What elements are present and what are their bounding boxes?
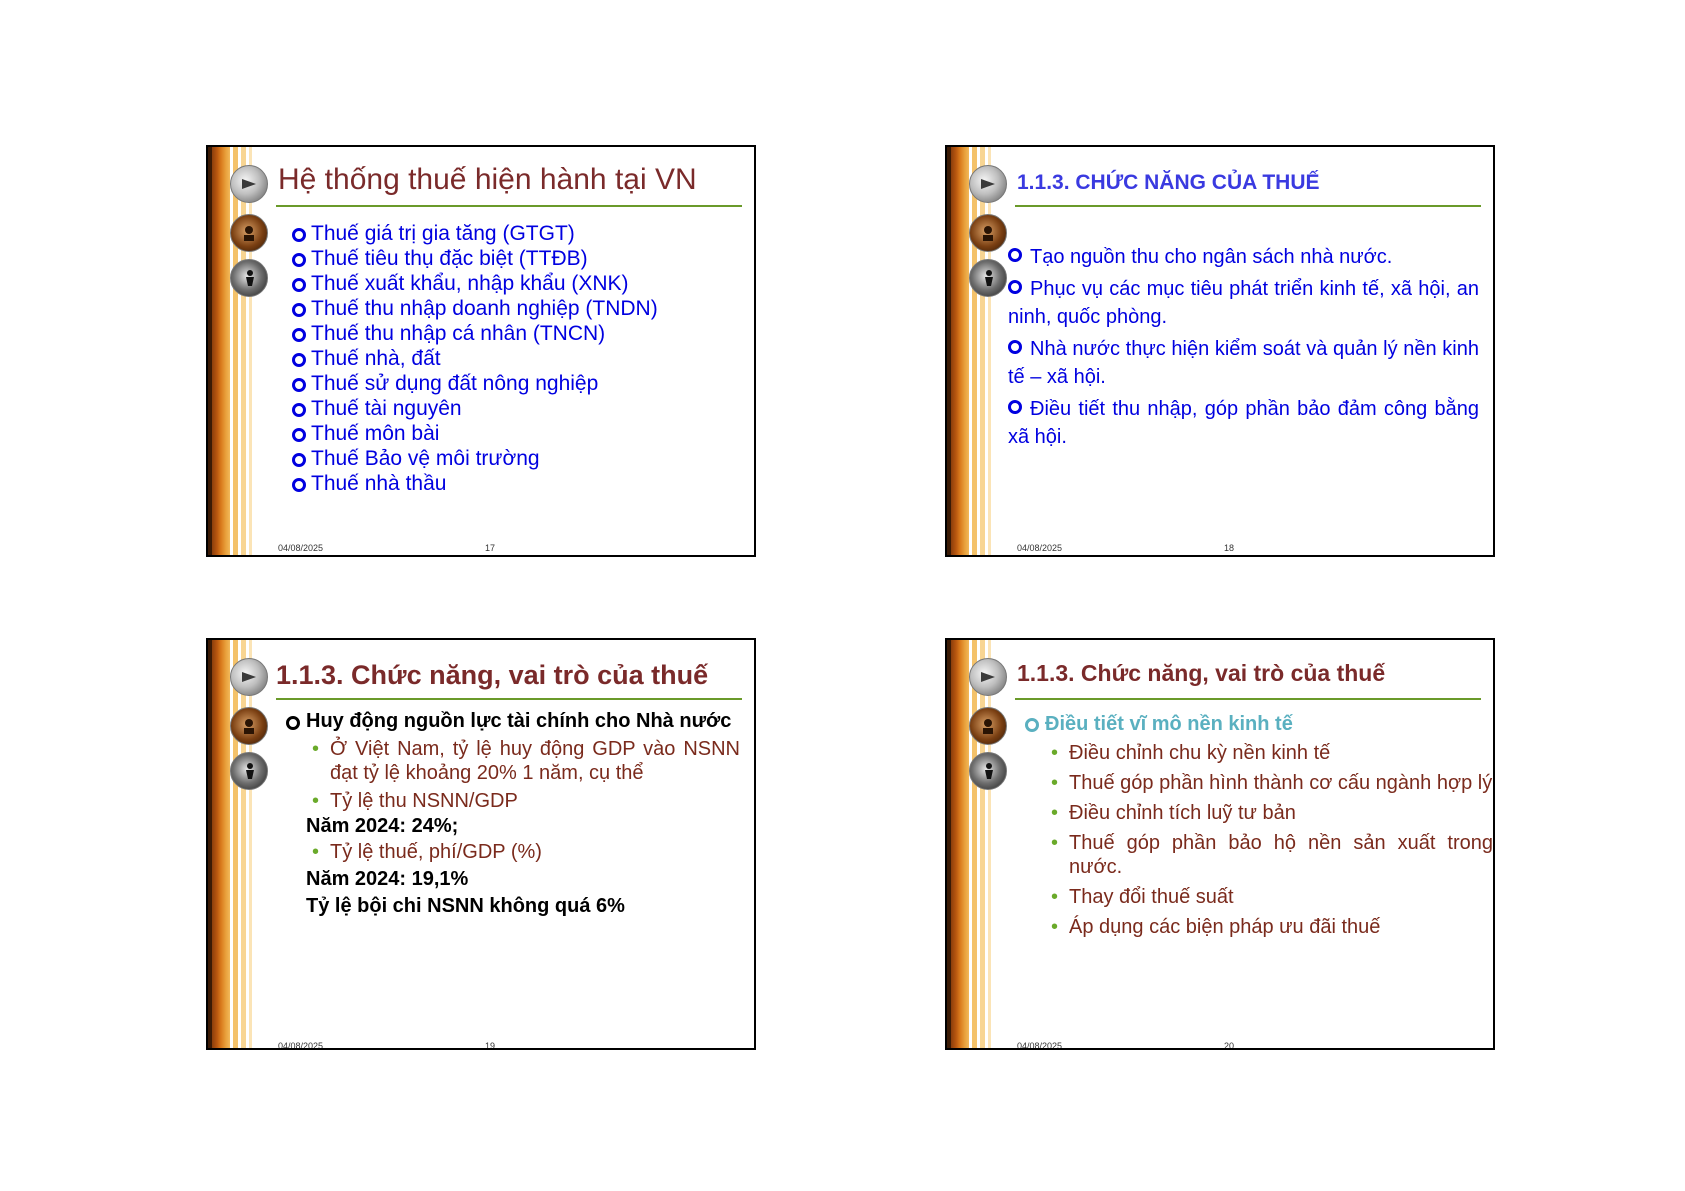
section-heading: Điều tiết vĩ mô nền kinh tế: [1025, 712, 1493, 736]
list-item: Thuế tài nguyên: [292, 396, 658, 421]
list-item: Thuế môn bài: [292, 421, 658, 446]
stat-line: Năm 2024: 19,1%: [306, 868, 469, 890]
dot-icon: •: [312, 841, 320, 863]
stat-line: Tỷ lệ bội chi NSNN không quá 6%: [306, 895, 625, 917]
list-item: • Áp dụng các biện pháp ưu đãi thuế: [1051, 916, 1381, 938]
dot-icon: •: [312, 790, 320, 812]
list-item: Điều tiết thu nhập, góp phần bảo đảm công bằng xã hội.: [1008, 398, 1479, 448]
slide-number: 19: [485, 1041, 496, 1050]
dot-icon: •: [1051, 886, 1059, 908]
bullet-icon: [1008, 400, 1022, 414]
dot-icon: •: [1051, 832, 1059, 854]
decorative-stripes: [208, 640, 258, 1048]
list-item: Thuế tiêu thụ đặc biệt (TTĐB): [292, 246, 658, 271]
bullet-icon: [292, 378, 306, 392]
list-item: • Thay đổi thuế suất: [1051, 886, 1234, 908]
bullet-icon: [292, 328, 306, 342]
list-item: Thuế thu nhập doanh nghiệp (TNDN): [292, 296, 658, 321]
slide-body: [1025, 712, 1493, 939]
slide-date: 04/08/2025: [278, 1041, 324, 1050]
title-divider: [1015, 205, 1481, 207]
slide-body: [286, 710, 740, 920]
dot-icon: •: [1051, 916, 1059, 938]
decorative-stripes: [947, 147, 997, 555]
slide-19: [206, 638, 756, 1050]
list-item: Thuế Bảo vệ môi trường: [292, 446, 658, 471]
list-item: Tạo nguồn thu cho ngân sách nhà nước.: [1008, 243, 1479, 271]
page-title: 1.1.3. Chức năng, vai trò của thuế: [1017, 660, 1386, 686]
list-item: • Thuế góp phần bảo hộ nền sản xuất trong nước.: [1051, 832, 1493, 878]
slide-number: 17: [485, 543, 496, 553]
slide-date: 04/08/2025: [1017, 1041, 1063, 1050]
stat-line: Năm 2024: 24%;: [306, 815, 459, 837]
globe-emblem-icon: [230, 658, 268, 696]
dot-icon: •: [1051, 772, 1059, 794]
page-title: 1.1.3. Chức năng, vai trò của thuế: [276, 660, 709, 690]
list-item: • Tỷ lệ thuế, phí/GDP (%): [312, 841, 542, 863]
slide-17: [206, 145, 756, 557]
slide-20: [945, 638, 1495, 1050]
title-divider: [1015, 698, 1481, 700]
bullet-icon: [1008, 280, 1022, 294]
bullet-icon: [292, 303, 306, 317]
list-item: • Thuế góp phần hình thành cơ cấu ngành hợp lý: [1051, 772, 1493, 794]
function-list: [1008, 243, 1479, 455]
slide-number: 20: [1224, 1041, 1235, 1050]
bullet-icon: [292, 228, 306, 242]
list-item: • Điều chỉnh tích luỹ tư bản: [1051, 802, 1296, 824]
bullet-icon: [292, 453, 306, 467]
portrait-emblem-icon: [969, 214, 1007, 252]
figure-emblem-icon: [969, 259, 1007, 297]
slide-number: 18: [1224, 543, 1235, 553]
portrait-emblem-icon: [230, 707, 268, 745]
slide-18: [945, 145, 1495, 557]
list-item: • Ở Việt Nam, tỷ lệ huy động GDP vào NSNN đạt tỷ lệ khoảng 20% 1 năm, cụ thể: [312, 738, 740, 784]
figure-emblem-icon: [230, 259, 268, 297]
title-divider: [276, 205, 742, 207]
tax-list: [292, 221, 658, 496]
detail-block: [286, 737, 740, 920]
bullet-icon: [292, 478, 306, 492]
dot-icon: •: [1051, 802, 1059, 824]
decorative-stripes: [208, 147, 258, 555]
globe-emblem-icon: [969, 165, 1007, 203]
bullet-icon: [292, 253, 306, 267]
globe-emblem-icon: [969, 658, 1007, 696]
figure-emblem-icon: [969, 752, 1007, 790]
decorative-stripes: [947, 640, 997, 1048]
globe-emblem-icon: [230, 165, 268, 203]
bullet-icon: [1025, 718, 1039, 732]
detail-block: [1025, 741, 1493, 939]
bullet-icon: [286, 716, 300, 730]
dot-icon: •: [312, 738, 320, 760]
list-item: • Điều chỉnh chu kỳ nền kinh tế: [1051, 742, 1331, 764]
list-item: Thuế xuất khẩu, nhập khẩu (XNK): [292, 271, 658, 296]
bullet-icon: [292, 278, 306, 292]
bullet-icon: [292, 403, 306, 417]
bullet-icon: [292, 428, 306, 442]
portrait-emblem-icon: [969, 707, 1007, 745]
list-item: Thuế nhà thầu: [292, 471, 658, 496]
slide-date: 04/08/2025: [278, 543, 324, 553]
bullet-icon: [1008, 340, 1022, 354]
dot-icon: •: [1051, 742, 1059, 764]
list-item: • Tỷ lệ thu NSNN/GDP: [312, 790, 518, 812]
section-heading: Huy động nguồn lực tài chính cho Nhà nước: [286, 710, 740, 733]
title-divider: [276, 698, 742, 700]
figure-emblem-icon: [230, 752, 268, 790]
page-title: Hệ thống thuế hiện hành tại VN: [278, 163, 697, 196]
list-item: Phục vụ các mục tiêu phát triển kinh tế, xã hội, an ninh, quốc phòng.: [1008, 278, 1479, 328]
list-item: Nhà nước thực hiện kiểm soát và quản lý nền kinh tế – xã hội.: [1008, 338, 1479, 388]
list-item: Thuế thu nhập cá nhân (TNCN): [292, 321, 658, 346]
bullet-icon: [292, 353, 306, 367]
list-item: Thuế sử dụng đất nông nghiệp: [292, 371, 658, 396]
slide-date: 04/08/2025: [1017, 543, 1063, 553]
page-title: 1.1.3. CHỨC NĂNG CỦA THUẾ: [1017, 171, 1320, 194]
bullet-icon: [1008, 248, 1022, 262]
portrait-emblem-icon: [230, 214, 268, 252]
list-item: Thuế giá trị gia tăng (GTGT): [292, 221, 658, 246]
list-item: Thuế nhà, đất: [292, 346, 658, 371]
